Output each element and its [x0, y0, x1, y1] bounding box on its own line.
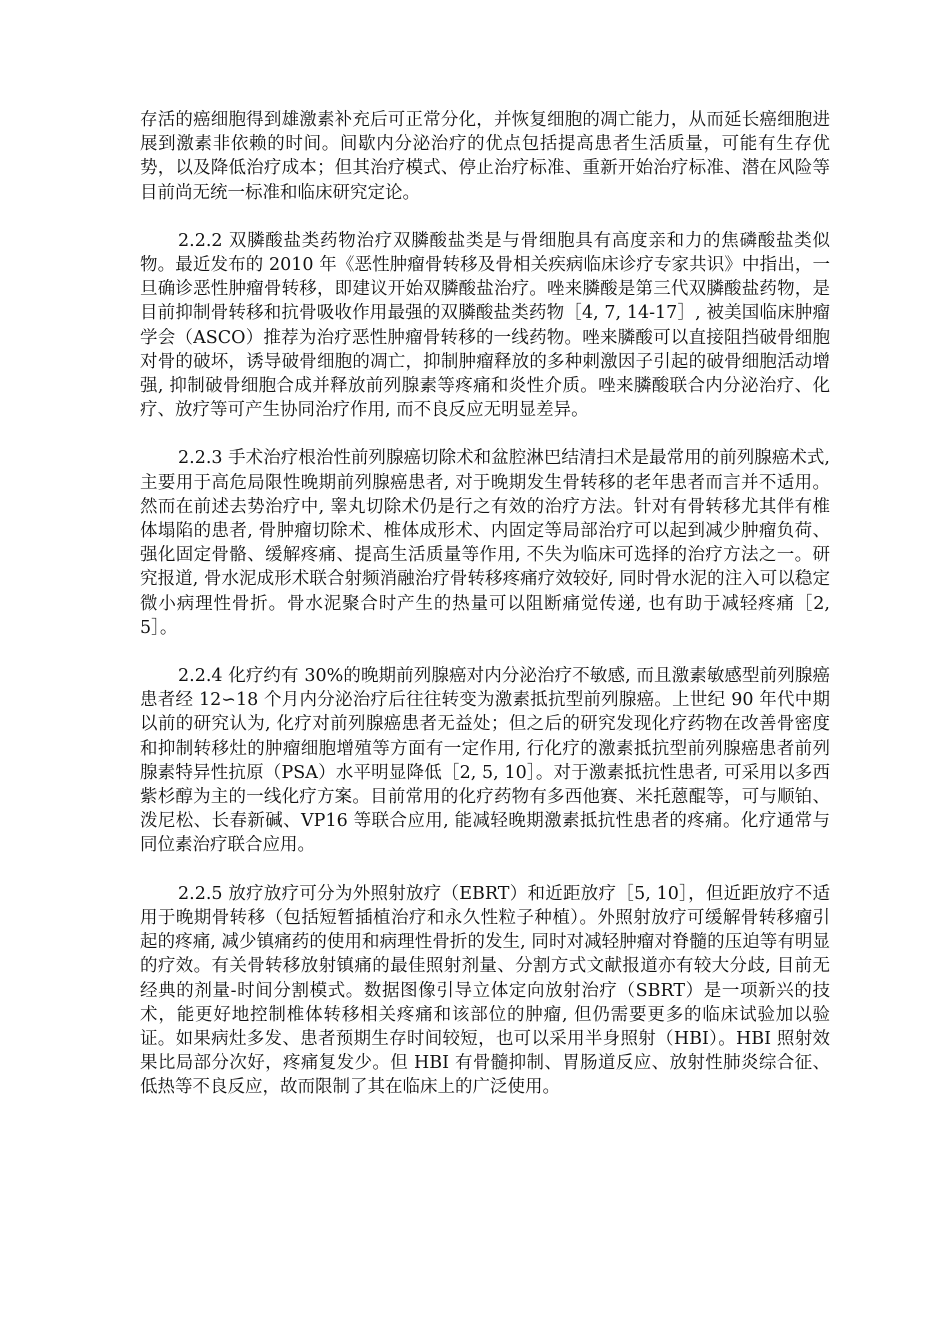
- paragraph-chemotherapy: 2.2.4 化疗约有 30%的晚期前列腺癌对内分泌治疗不敏感, 而且激素敏感型前列腺癌患者经 12∽18 个月内分泌治疗后往往转变为激素抵抗型前列腺癌。上世纪 90 年代中期以前的研究认为, 化疗对前列腺癌患者无益处；但之后的研究发现化疗药物在改善骨密度和抑制转移灶的肿瘤细胞增殖等方面有一定作用, 行化疗的激素抵抗型前列腺癌患者前列腺素特异性抗原（PSA）水平明显降低［2, 5, 10］。对于激素抵抗性患者, 可采用以多西紫杉醇为主的一线化疗方案。目前常用的化疗药物有多西他赛、米托蒽醌等，可与顺铂、泼尼松、长春新碱、VP16 等联合应用, 能减轻晚期激素抵抗性患者的疼痛。化疗通常与同位素治疗联合应用。: [140, 666, 830, 856]
- paragraph-radiotherapy: 2.2.5 放疗放疗可分为外照射放疗（EBRT）和近距放疗［5, 10］，但近距放疗不适用于晚期骨转移（包括短暂插植治疗和永久性粒子种植）。外照射放疗可缓解骨转移瘤引起的疼痛, 减少镇痛药的使用和病理性骨折的发生, 同时对减轻肿瘤对脊髓的压迫等有明显的疗效。有关骨转移放射镇痛的最佳照射剂量、分割方式文献报道亦有较大分歧, 目前无经典的剂量-时间分割模式。数据图像引导立体定向放射治疗（SBRT）是一项新兴的技术，能更好地控制椎体转移相关疼痛和该部位的肿瘤, 但仍需要更多的临床试验加以验证。如果病灶多发、患者预期生存时间较短，也可以采用半身照射（HBI）。HBI 照射效果比局部分次好，疼痛复发少。但 HBI 有骨髓抑制、胃肠道反应、放射性肺炎综合征、低热等不良反应，故而限制了其在临床上的广泛使用。: [140, 883, 830, 1098]
- document-body: [140, 108, 830, 1124]
- paragraph-surgical-therapy: 2.2.3 手术治疗根治性前列腺癌切除术和盆腔淋巴结清扫术是最常用的前列腺癌术式, 主要用于高危局限性晚期前列腺癌患者, 对于晚期发生骨转移的老年患者而言并不适用。然而在前述去势治疗中, 睾丸切除术仍是行之有效的治疗方法。针对有骨转移尤其伴有椎体塌陷的患者, 骨肿瘤切除术、椎体成形术、内固定等局部治疗可以起到减少肿瘤负荷、强化固定骨骼、缓解疼痛、提高生活质量等作用, 不失为临床可选择的治疗方法之一。研究报道, 骨水泥成形术联合射频消融治疗骨转移疼痛疗效较好, 同时骨水泥的注入可以稳定微小病理性骨折。骨水泥聚合时产生的热量可以阻断痛觉传递, 也有助于减轻疼痛［2, 5］。: [140, 448, 830, 638]
- paragraph-bisphosphonate-therapy: 2.2.2 双膦酸盐类药物治疗双膦酸盐类是与骨细胞具有高度亲和力的焦磷酸盐类似物。最近发布的 2010 年《恶性肿瘤骨转移及骨相关疾病临床诊疗专家共识》中指出，一旦确诊恶性肿瘤骨转移，即建议开始双膦酸盐治疗。唑来膦酸是第三代双膦酸盐药物，是目前抑制骨转移和抗骨吸收作用最强的双膦酸盐类药物［4, 7, 14-17］, 被美国临床肿瘤学会（ASCO）推荐为治疗恶性肿瘤骨转移的一线药物。唑来膦酸可以直接阻挡破骨细胞对骨的破坏，诱导破骨细胞的凋亡，抑制肿瘤释放的多种刺激因子引起的破骨细胞活动增强, 抑制破骨细胞合成并释放前列腺素等疼痛和炎性介质。唑来膦酸联合内分泌治疗、化疗、放疗等可产生协同治疗作用, 而不良反应无明显差异。: [140, 230, 830, 421]
- paragraph-intermittent-therapy: 存活的癌细胞得到雄激素补充后可正常分化，并恢复细胞的凋亡能力，从而延长癌细胞进展到激素非依赖的时间。间歇内分泌治疗的优点包括提高患者生活质量，可能有生存优势，以及降低治疗成本；但其治疗模式、停止治疗标准、重新开始治疗标准、潜在风险等目前尚无统一标准和临床研究定论。: [140, 110, 830, 203]
